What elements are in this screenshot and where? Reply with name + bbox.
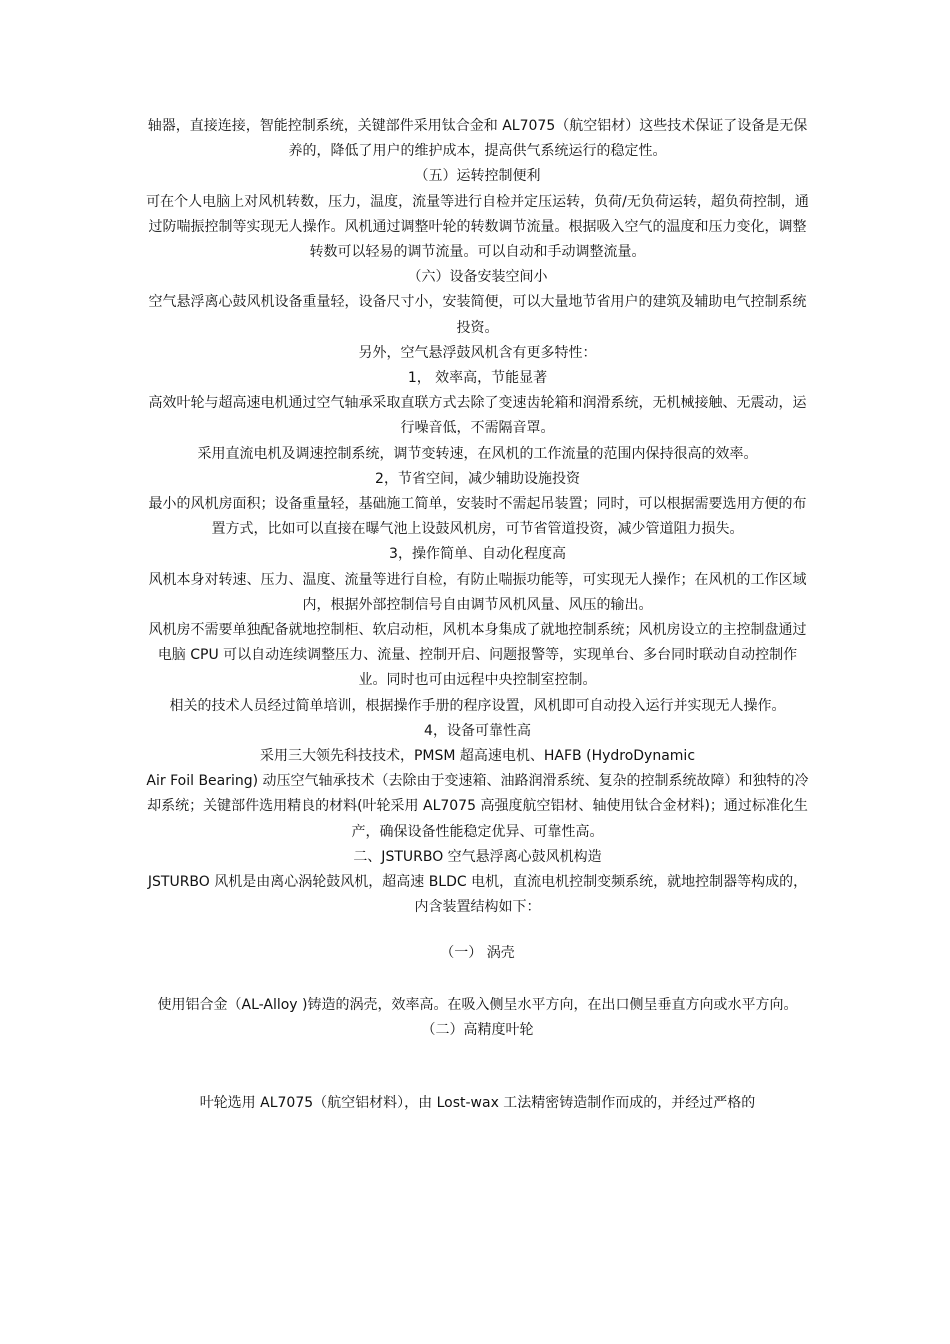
paragraph-impeller: 叶轮选用 AL7075（航空铝材料），由 Lost-wax 工法精密铸造制作而成的，并经过严格的 <box>199 1095 756 1112</box>
paragraph-space-saving: 最小的风机房面积；设备重量轻，基础施工简单，安装时不需起吊装置；同时，可以根据需要选用方便的布置方式，比如可以直接在曝气池上设鼓风机房，可节省管道投资，减少管道阻力损失。 <box>148 496 807 538</box>
paragraph-automation-control-room: 风机房不需要单独配备就地控制柜、软启动柜，风机本身集成了就地控制系统；风机房设立的主控制盘通过电脑 CPU 可以自动连续调整压力、流量、控制开启、问题报警等，实现单台、多台同时联动自动控制作业。同时也可由远程中央控制室控制。 <box>148 622 807 689</box>
paragraph-installation-space: 空气悬浮离心鼓风机设备重量轻，设备尺寸小，安装简便，可以大量地节省用户的建筑及辅助电气控制系统投资。 <box>148 294 807 336</box>
paragraph-reliability-tech: 采用三大领先科技技术，PMSM 超高速电机、HAFB (HydroDynamic <box>259 748 696 765</box>
heading-volute: （一） 涡壳 <box>440 944 515 961</box>
paragraph-bearing-materials: 轴器，直接连接，智能控制系统，关键部件采用钛合金和 AL7075（航空铝材）这些技术保证了设备是无保养的，降低了用户的维护成本，提高供气系统运行的稳定性。 <box>147 118 808 160</box>
spacer <box>145 966 810 993</box>
paragraph-reliability-bearing: Air Foil Bearing) 动压空气轴承技术（去除由于变速箱、油路润滑系统、复杂的控制系统故障）和独特的冷却系统；关键部件选用精良的材料(叶轮采用 AL7075 高强度航空铝材、轴使用钛合金材料)；通过标准化生产，确保设备性能稳定优异、可靠性高。 <box>146 773 809 840</box>
heading-space-saving: 2，节省空间，减少辅助设施投资 <box>375 470 580 487</box>
paragraph-volute: 使用铝合金（AL-Alloy )铸造的涡壳，效率高。在吸入侧呈水平方向，在出口侧呈垂直方向或水平方向。 <box>157 996 798 1013</box>
heading-efficiency: 1， 效率高，节能显著 <box>407 370 548 387</box>
heading-structure: 二、JSTURBO 空气悬浮离心鼓风机构造 <box>353 848 602 865</box>
document-page <box>145 114 810 1116</box>
spacer <box>145 921 810 941</box>
paragraph-structure-overview: JSTURBO 风机是由离心涡轮鼓风机，超高速 BLDC 电机，直流电机控制变频系统，就地控制器等构成的，内含装置结构如下： <box>147 874 808 916</box>
paragraph-operation-control: 可在个人电脑上对风机转数，压力，温度，流量等进行自检并定压运转，负荷/无负荷运转，超负荷控制，通过防喘振控制等实现无人操作。风机通过调整叶轮的转数调节流量。根据吸入空气的温度和压力变化，调整转数可以轻易的调节流量。可以自动和手动调整流量。 <box>146 193 809 261</box>
heading-impeller: （二）高精度叶轮 <box>421 1021 534 1038</box>
paragraph-efficiency-impeller: 高效叶轮与超高速电机通过空气轴承采取直联方式去除了变速齿轮箱和润滑系统，无机械接触、无震动，运行噪音低，不需隔音罩。 <box>148 395 807 437</box>
heading-installation-space: （六）设备安装空间小 <box>407 269 548 286</box>
heading-reliability: 4，设备可靠性高 <box>424 722 531 739</box>
paragraph-more-features: 另外，空气悬浮鼓风机含有更多特性： <box>358 344 597 361</box>
paragraph-automation-training: 相关的技术人员经过简单培训，根据操作手册的程序设置，风机即可自动投入运行并实现无人操作。 <box>169 697 786 714</box>
paragraph-automation-selfcheck: 风机本身对转速、压力、温度、流量等进行自检，有防止喘振功能等，可实现无人操作；在风机的工作区域内，根据外部控制信号自由调节风机风量、风压的输出。 <box>148 571 807 613</box>
paragraph-efficiency-dc-motor: 采用直流电机及调速控制系统，调节变转速，在风机的工作流量的范围内保持很高的效率。 <box>197 445 758 462</box>
heading-automation: 3，操作简单、自动化程度高 <box>389 546 566 563</box>
spacer <box>145 1043 810 1091</box>
heading-operation-control: （五）运转控制便利 <box>414 168 541 185</box>
